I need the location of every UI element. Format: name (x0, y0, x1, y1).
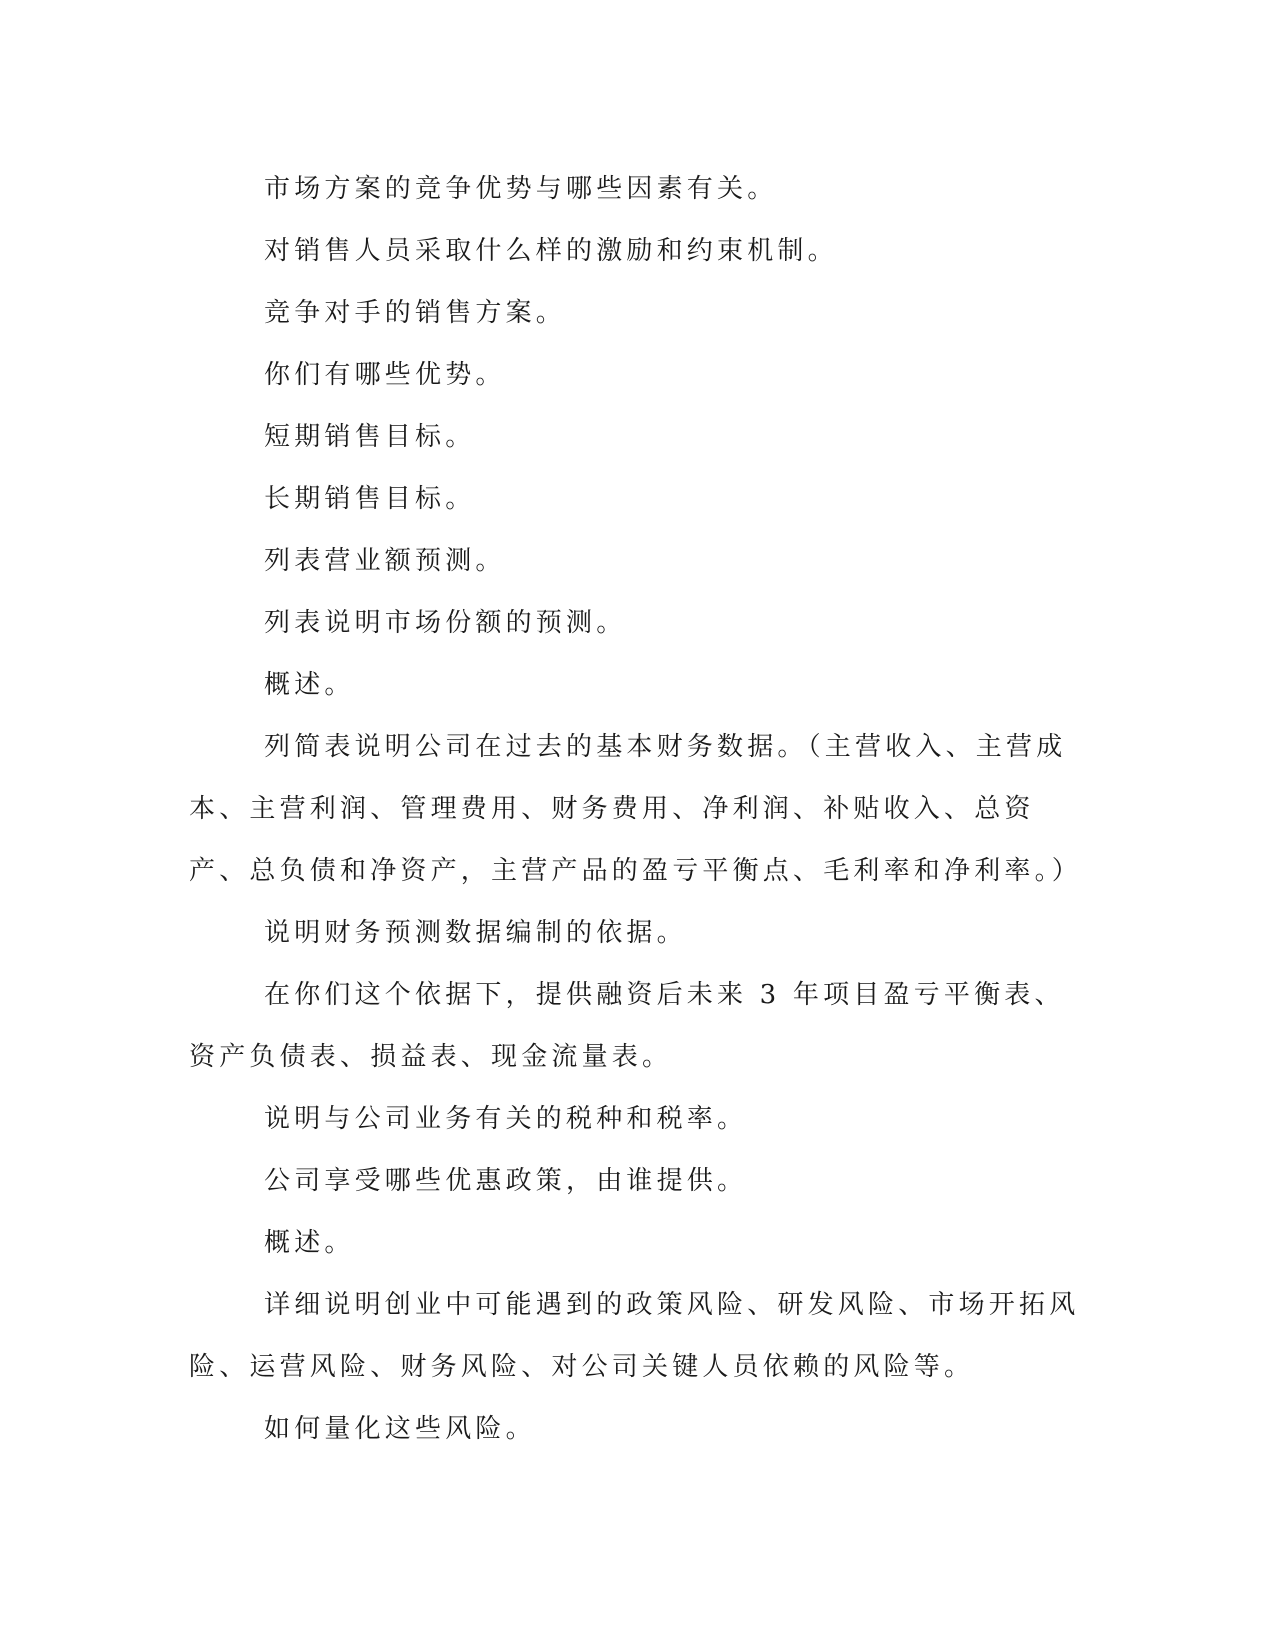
paragraph: 你们有哪些优势。 (264, 360, 506, 390)
paragraph: 长期销售目标。 (264, 484, 476, 514)
paragraph: 详细说明创业中可能遇到的政策风险、研发风险、市场开拓风险、运营风险、财务风险、对公司关键人员依赖的风险等。 (189, 1290, 1080, 1382)
paragraph: 公司享受哪些优惠政策，由谁提供。 (264, 1166, 748, 1196)
paragraph: 说明财务预测数据编制的依据。 (264, 918, 687, 948)
paragraph: 竞争对手的销售方案。 (264, 298, 567, 328)
paragraph: 市场方案的竞争优势与哪些因素有关。 (264, 174, 778, 204)
paragraph: 概述。 (264, 670, 355, 700)
document-body (189, 158, 1089, 1460)
paragraph: 说明与公司业务有关的税种和税率。 (264, 1104, 748, 1134)
paragraph: 在你们这个依据下，提供融资后未来 3 年项目盈亏平衡表、资产负债表、损益表、现金流量表。 (189, 980, 1065, 1072)
paragraph: 概述。 (264, 1228, 355, 1258)
paragraph: 列表营业额预测。 (264, 546, 506, 576)
paragraph: 短期销售目标。 (264, 422, 476, 452)
paragraph: 如何量化这些风险。 (264, 1414, 536, 1444)
paragraph: 列简表说明公司在过去的基本财务数据。（主营收入、主营成本、主营利润、管理费用、财务费用、净利润、补贴收入、总资产、总负债和净资产，主营产品的盈亏平衡点、毛利率和净利率。） (189, 732, 1083, 886)
paragraph: 列表说明市场份额的预测。 (264, 608, 627, 638)
paragraph: 对销售人员采取什么样的激励和约束机制。 (264, 236, 838, 266)
